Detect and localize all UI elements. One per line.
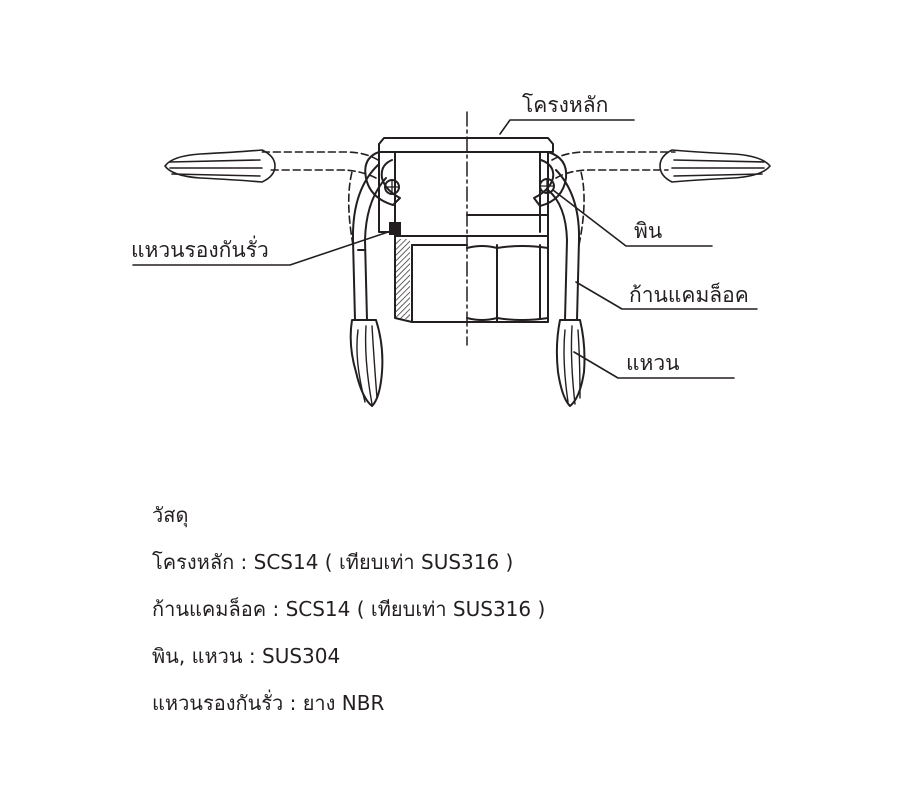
materials-list (152, 492, 545, 727)
material-gasket: แหวนรองกันรั่ว : ยาง NBR (152, 691, 385, 715)
label-pin: พิน (634, 219, 663, 243)
right-pull-ring (557, 320, 585, 406)
right-cam-lever (548, 170, 579, 320)
left-pull-ring (351, 320, 383, 406)
materials-heading: วัสดุ (152, 503, 189, 527)
material-pin-ring: พิน, แหวน : SUS304 (152, 644, 341, 668)
right-cam-ear (534, 152, 566, 206)
label-main-body: โครงหลัก (522, 93, 609, 117)
leader-main-body (500, 120, 634, 134)
label-ring: แหวน (626, 351, 680, 375)
label-cam-lever: ก้านแคมล็อค (629, 283, 749, 307)
label-gasket: แหวนรองกันรั่ว (131, 238, 269, 262)
right-open-ring (660, 150, 770, 182)
left-open-ring (165, 150, 275, 182)
body-top-flange (379, 138, 553, 152)
material-cam-lever: ก้านแคมล็อค : SCS14 ( เทียบเท่า SUS316 ) (152, 597, 546, 621)
material-main-body: โครงหลัก : SCS14 ( เทียบเท่า SUS316 ) (152, 550, 514, 574)
gasket-section (389, 222, 401, 235)
body-section-hatch (396, 239, 410, 319)
